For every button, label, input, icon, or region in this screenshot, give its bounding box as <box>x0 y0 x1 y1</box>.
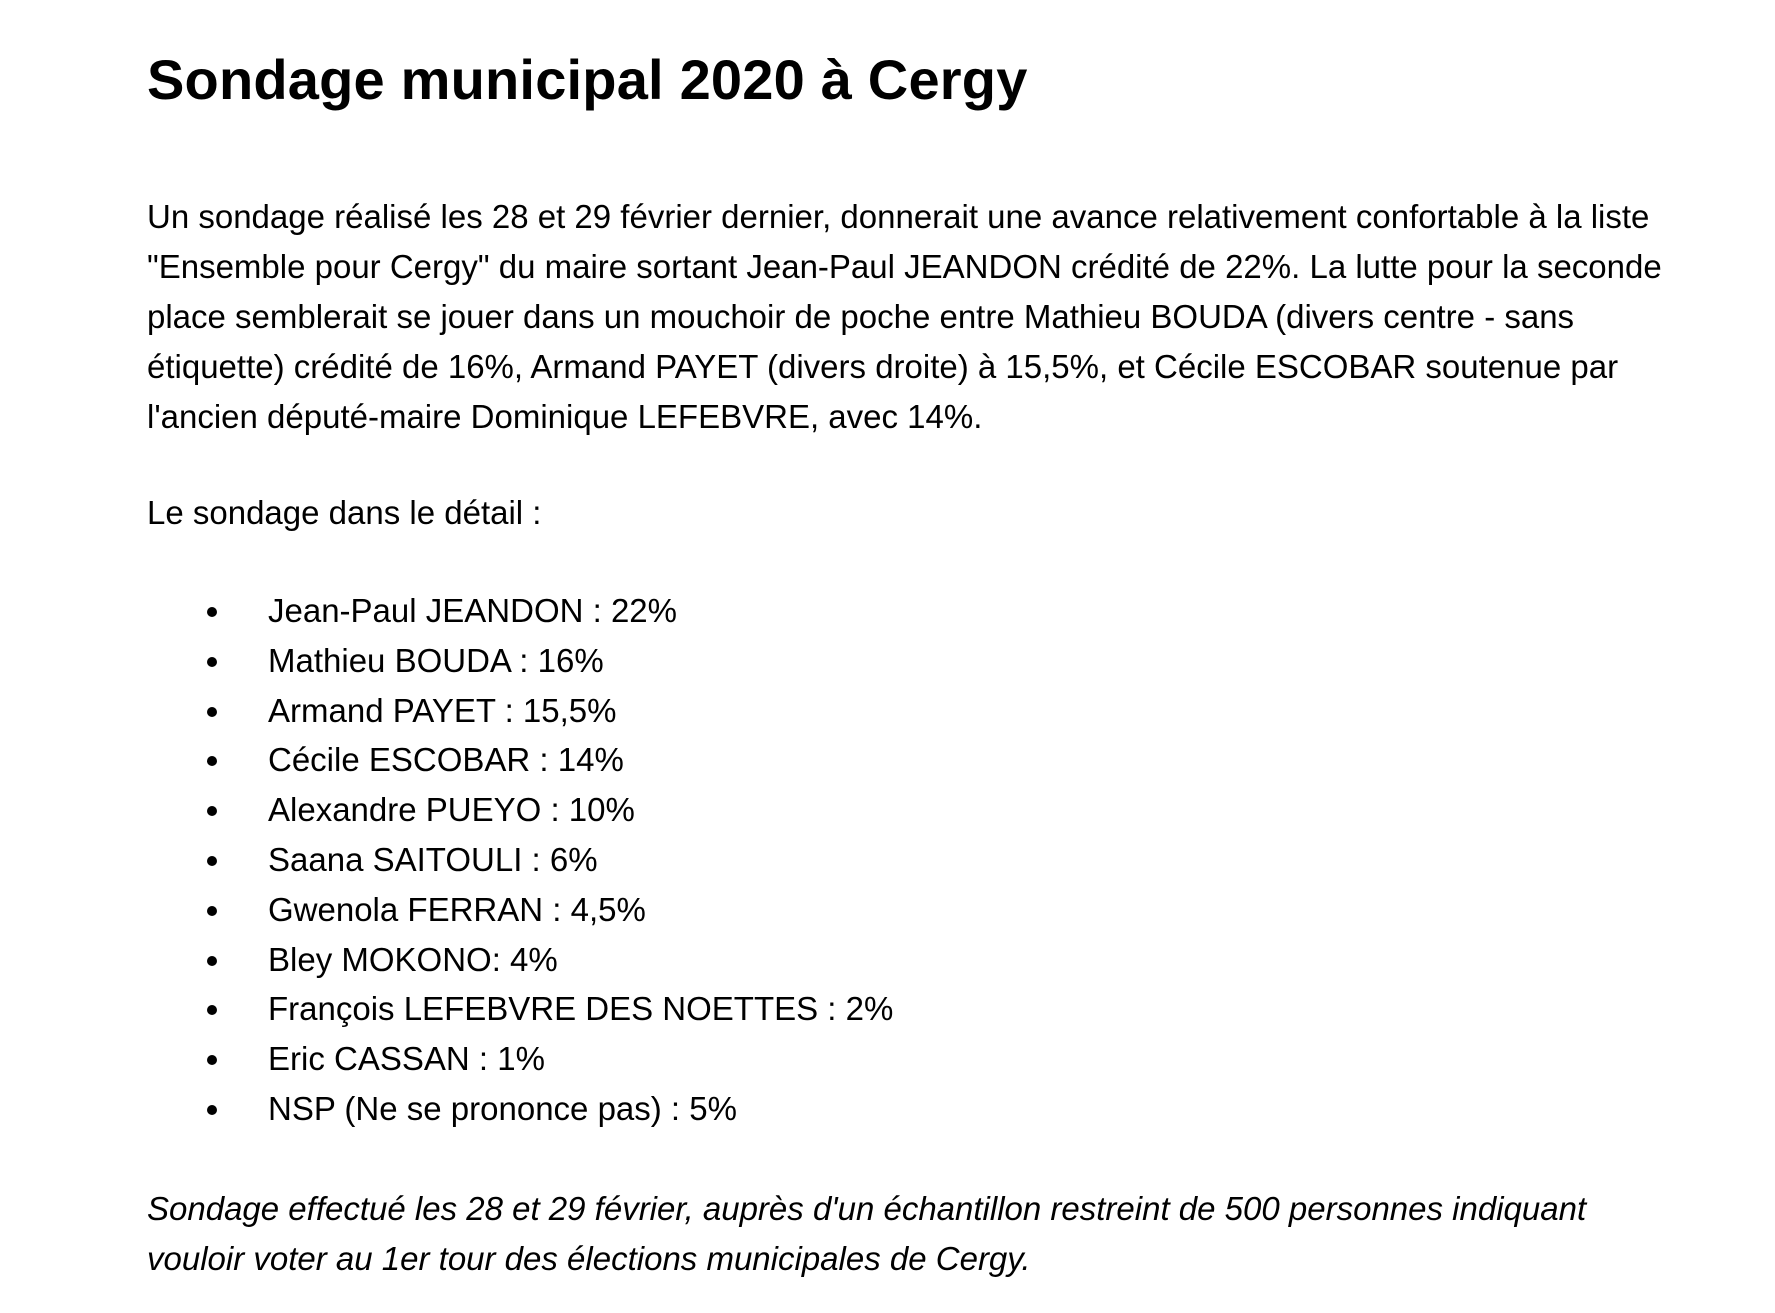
bullet-icon <box>207 906 217 916</box>
list-item-text: Jean-Paul JEANDON : 22% <box>268 592 678 629</box>
list-item-text: Gwenola FERRAN : 4,5% <box>268 890 646 928</box>
list-item <box>147 686 1707 736</box>
list-item-text: Mathieu BOUDA : 16% <box>268 641 604 679</box>
bullet-icon <box>207 856 217 866</box>
results-list <box>147 586 1707 1134</box>
list-item <box>147 636 1707 686</box>
list-item <box>147 885 1707 935</box>
bullet-icon <box>207 657 217 667</box>
bullet-icon <box>207 756 217 766</box>
list-item <box>147 1084 1707 1134</box>
list-item-text: Armand PAYET : 15,5% <box>268 691 617 729</box>
list-item-text: François LEFEBVRE DES NOETTES : 2% <box>268 990 894 1028</box>
list-item <box>147 984 1707 1034</box>
list-item <box>147 1034 1707 1084</box>
list-item <box>147 586 1707 636</box>
detail-lead: Le sondage dans le détail : <box>147 494 542 531</box>
bullet-icon <box>207 956 217 966</box>
list-item-text: NSP (Ne se prononce pas) : 5% <box>268 1089 737 1127</box>
list-item <box>147 935 1707 985</box>
bullet-icon <box>207 806 217 816</box>
list-item-text: Eric CASSAN : 1% <box>268 1040 545 1078</box>
list-item-text: Cécile ESCOBAR : 14% <box>268 741 624 779</box>
list-item <box>147 785 1707 835</box>
list-item <box>147 835 1707 885</box>
document-page <box>147 30 1707 1284</box>
list-item-text: Bley MOKONO: 4% <box>268 940 558 978</box>
bullet-icon <box>207 1105 217 1115</box>
bullet-icon <box>207 707 217 717</box>
list-item-text: Saana SAITOULI : 6% <box>268 840 598 878</box>
bullet-icon <box>207 1055 217 1065</box>
bullet-icon <box>207 1005 217 1015</box>
page-title: Sondage municipal 2020 à Cergy <box>147 48 1028 111</box>
methodology-footnote: Sondage effectué les 28 et 29 février, auprès d'un échantillon restreint de 500 personnes indiquant vouloir voter au 1er tour des élections municipales de Cergy. <box>147 1189 1587 1277</box>
list-item-text: Alexandre PUEYO : 10% <box>268 791 635 829</box>
bullet-icon <box>207 607 217 617</box>
list-item <box>147 735 1707 785</box>
intro-paragraph: Un sondage réalisé les 28 et 29 février dernier, donnerait une avance relativement confortable à la liste "Ensemble pour Cergy" du maire sortant Jean-Paul JEANDON crédité de 22%. La lutte pour la seconde place semblerait se jouer dans un mouchoir de poche entre Mathieu BOUDA (divers centre - sans étiquette) crédité de 16%, Armand PAYET (divers droite) à 15,5%, et Cécile ESCOBAR soutenue par l'ancien député-maire Dominique LEFEBVRE, avec 14%. <box>147 198 1662 435</box>
